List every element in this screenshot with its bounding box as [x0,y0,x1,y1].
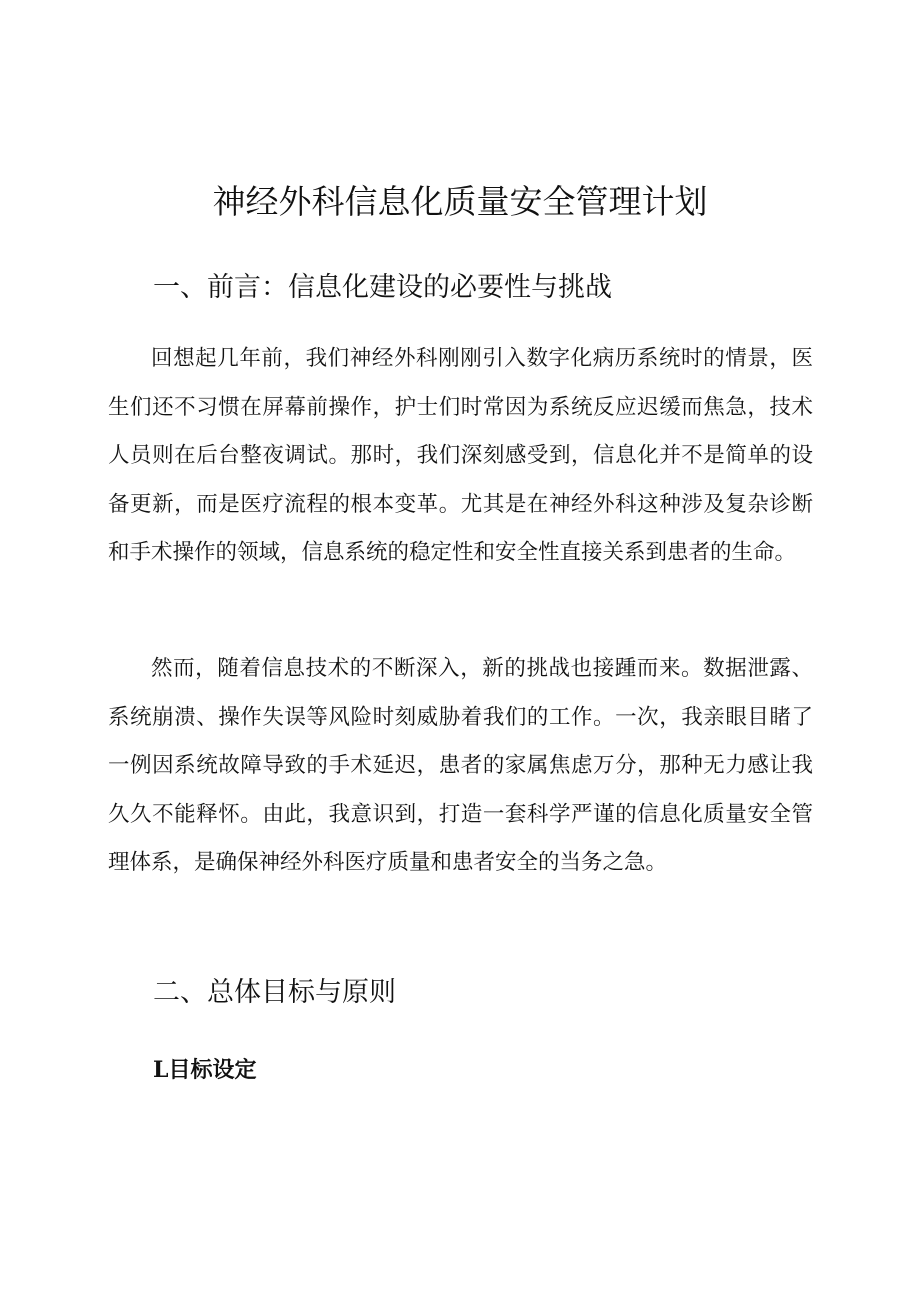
section-heading-preface: 一、前言：信息化建设的必要性与挑战 [153,272,612,303]
document-title: 神经外科信息化质量安全管理计划 [212,182,708,221]
paragraph: 然而，随着信息技术的不断深入，新的挑战也接踵而来。数据泄露、系统崩溃、操作失误等风险时刻威胁着我们的工作。一次，我亲眼目睹了一例因系统故障导致的手术延迟，患者的家属焦虑万分，那种无力感让我久久不能释怀。由此，我意识到，打造一套科学严谨的信息化质量安全管理体系，是确保神经外科医疗质量和患者安全的当务之急。 [108,656,813,875]
section-heading-goals-principles: 二、总体目标与原则 [153,977,396,1008]
paragraph: 回想起几年前，我们神经外科刚刚引入数字化病历系统时的情景，医生们还不习惯在屏幕前操作，护士们时常因为系统反应迟缓而焦急，技术人员则在后台整夜调试。那时，我们深刻感受到，信息化并不是简单的设备更新，而是医疗流程的根本变革。尤其是在神经外科这种涉及复杂诊断和手术操作的领域，信息系统的稳定性和安全性直接关系到患者的生命。 [108,346,813,565]
subsection-heading-goal-setting: L目标设定 [153,1057,257,1083]
